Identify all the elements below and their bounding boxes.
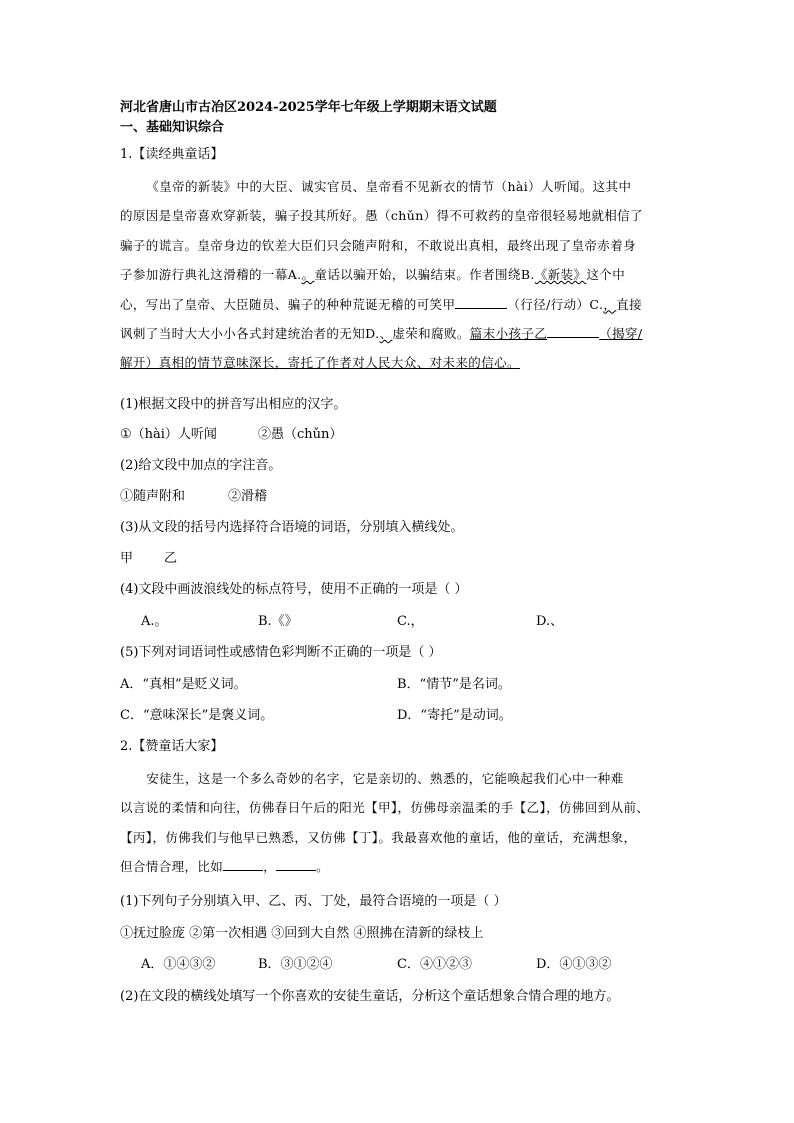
label-yi: 乙 [164,551,178,566]
underlined-text: 篇末小孩子乙 （揭穿/ [469,326,643,342]
option-c[interactable]: C.， [397,614,424,629]
mark-a: A. [287,267,302,283]
wavy-punct-b: 《新装》 [534,267,587,283]
passage-line: 心，写出了皇帝、大臣随员、骗子的种种荒诞无稽的可笑甲 （行径/行动）C.，直接 [120,296,643,312]
passage-line: 但合情合理，比如 ， 。 [120,859,330,875]
passage-line: 讽刺了当时大大小小各式封建统治者的无知D.、虚荣和腐败。篇末小孩子乙 （揭穿/ [120,326,643,342]
blank-jia[interactable] [455,296,507,309]
label-jia: 甲 [120,551,134,566]
option-b[interactable]: B.《》 [258,614,298,629]
passage-line: 以言说的柔情和向往，仿佛春日午后的阳光【甲】，仿佛母亲温柔的手【乙】，仿佛回到从前、 [120,800,650,816]
sub-question: (2)在文段的横线处填写一个你喜欢的安徒生童话，分析这个童话想象合情合理的地方。 [120,989,620,1004]
sub-items: ①抚过脸庞 ②第一次相遇 ③回到大自然 ④照拂在清新的绿枝上 [120,926,484,941]
option-c[interactable]: C．④①②③ [397,957,472,972]
option-a[interactable]: A．“真相”是贬义词。 [120,677,247,692]
option-d[interactable]: D．④①③② [536,957,612,972]
sub-item: ①（hài）人听闻 [120,427,217,442]
option-a[interactable]: A.。 [141,614,168,629]
passage-line: 子参加游行典礼这滑稽的一幕A.。童话以骗开始，以骗结束。作者围绕B.《新装》这个中 [120,267,626,283]
wavy-punct-a: 。 [301,267,315,283]
blank-yi[interactable] [547,325,599,338]
question-2-header: 2.【赞童话大家】 [120,739,224,754]
sub-item: ①随声附和 [120,489,186,504]
sub-item: ②愚（chǔn） [258,427,343,442]
wavy-punct-d: 、 [379,326,393,342]
sub-question: (3)从文段的括号内选择符合语境的词语，分别填入横线处。 [120,520,464,535]
passage-line: 的原因是皇帝喜欢穿新装，骗子投其所好。愚（chǔn）得不可救药的皇帝很轻易地就相信了 [120,208,643,224]
passage-line: 【丙】，仿佛我们与他早已熟悉，又仿佛【丁】。我最喜欢他的童话，他的童话，充满想象， [120,829,637,845]
mark-d: D. [365,326,380,342]
passage-line: 《皇帝的新装》中的大臣、诚实官员、皇帝看不见新衣的情节（hài）人听闻。这其中 [146,179,632,194]
blank-story-1[interactable] [223,858,263,871]
section-heading: 一、基础知识综合 [120,120,225,135]
passage-line: 骗子的谎言。皇帝身边的钦差大臣们只会随声附和，不敢说出真相，最终出现了皇帝赤着身 [120,237,637,253]
option-b[interactable]: B．“情节”是名词。 [397,677,511,692]
sub-question: (5)下列对词语词性或感情色彩判断不正确的一项是（ ） [120,645,442,660]
question-1-passage [120,172,680,378]
sub-question: (1)根据文段中的拼音写出相应的汉字。 [120,397,347,412]
mark-b: B. [520,267,535,283]
option-d[interactable]: D.、 [536,614,564,629]
option-d[interactable]: D．“寄托”是动词。 [397,708,512,723]
document-title: 河北省唐山市古冶区2024-2025学年七年级上学期期末语文试题 [120,100,497,115]
sub-question: (1)下列句子分别填入甲、乙、丙、丁处，最符合语境的一项是（ ） [120,894,507,909]
question-2-passage [120,764,680,882]
option-c[interactable]: C．“意味深长”是褒义词。 [120,708,274,723]
sub-item: ②滑稽 [228,489,268,504]
sub-question: (2)给文段中加点的字注音。 [120,458,282,473]
mark-c: C. [589,296,604,312]
sub-question: (4)文段中画波浪线处的标点符号，使用不正确的一项是（ ） [120,582,468,597]
option-b[interactable]: B．③①②④ [258,957,333,972]
wavy-punct-c: ， [603,296,617,312]
passage-line: 安徒生，这是一个多么奇妙的名字，它是亲切的、熟悉的，它能唤起我们心中一种难 [146,771,624,786]
blank-story-2[interactable] [276,858,316,871]
passage-line: 解开）真相的情节意味深长，寄托了作者对人民大众、对未来的信心。 [120,355,520,371]
question-1-header: 1.【读经典童话】 [120,147,224,162]
option-a[interactable]: A．①④③② [141,957,216,972]
